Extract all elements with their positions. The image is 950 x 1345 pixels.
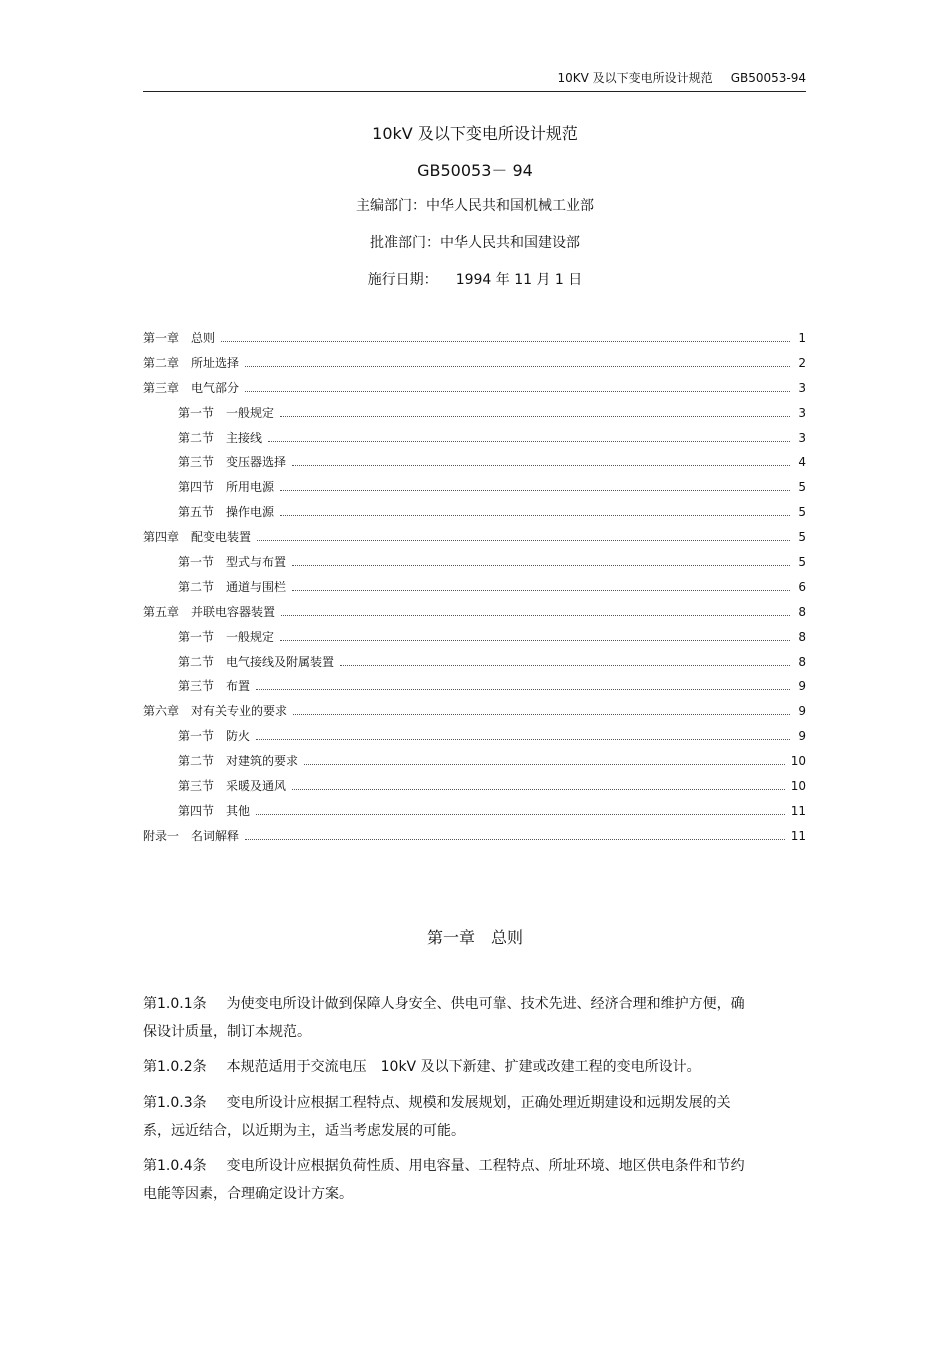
toc-leader-dots xyxy=(221,341,790,342)
toc-section-entry xyxy=(143,454,806,479)
toc-section-entry xyxy=(143,629,806,654)
toc-chapter-entry xyxy=(143,330,806,355)
toc-leader-dots xyxy=(245,366,790,367)
toc-entry-number: 第二节 xyxy=(178,654,215,669)
toc-entry-number: 第一章 xyxy=(143,331,180,345)
toc-page-number: 8 xyxy=(798,604,806,619)
toc-entry-number: 第四节 xyxy=(178,480,215,495)
toc-section-entry xyxy=(143,554,806,579)
toc-page-number: 5 xyxy=(798,530,806,545)
toc-page-number: 10 xyxy=(790,779,806,794)
toc-page-number: 5 xyxy=(798,505,806,520)
toc-chapter-entry xyxy=(143,529,806,554)
toc-entry-title: 并联电容器装置 xyxy=(191,604,276,619)
toc-entry-number: 第一节 xyxy=(178,629,215,644)
toc-chapter-entry xyxy=(143,380,806,405)
toc-leader-dots xyxy=(293,714,790,715)
toc-section-entry xyxy=(143,405,806,430)
toc-section-entry xyxy=(143,778,806,803)
toc-entry-title: 对有关专业的要求 xyxy=(191,704,288,719)
toc-section-entry xyxy=(143,753,806,778)
toc-page-number: 5 xyxy=(798,555,806,570)
toc-entry-number: 第一节 xyxy=(178,729,215,744)
toc-entry-title: 电气部分 xyxy=(191,380,240,395)
toc-page-number: 1 xyxy=(798,331,806,345)
toc-entry-number: 第六章 xyxy=(143,704,180,719)
toc-chapter-entry xyxy=(143,828,806,853)
toc-entry-number: 第五节 xyxy=(178,505,215,520)
toc-entry-title: 对建筑的要求 xyxy=(226,754,299,769)
toc-entry-title: 所用电源 xyxy=(226,480,275,495)
toc-entry-title: 总则 xyxy=(191,331,216,345)
toc-page-number: 11 xyxy=(790,828,806,843)
article-text: 变电所设计应根据负荷性质、用电容量、工程特点、所址环境、地区供电条件和节约电能等因素，合理确定设计方案。 xyxy=(143,1158,745,1202)
toc-section-entry xyxy=(143,654,806,679)
toc-entry-title: 一般规定 xyxy=(226,629,275,644)
document-title: 10kV 及以下变电所设计规范 xyxy=(372,124,578,143)
toc-entry-number: 附录一 xyxy=(143,828,180,843)
toc-leader-dots xyxy=(292,465,790,466)
toc-leader-dots xyxy=(268,441,790,442)
toc-entry-number: 第四节 xyxy=(178,803,215,818)
toc-leader-dots xyxy=(340,665,790,666)
toc-entry-title: 通道与围栏 xyxy=(226,579,287,594)
toc-page-number: 8 xyxy=(798,654,806,669)
toc-entry-number: 第二节 xyxy=(178,430,215,445)
article-1-0-4 xyxy=(143,1152,753,1208)
toc-entry-number: 第三节 xyxy=(178,679,215,694)
toc-entry-number: 第二节 xyxy=(178,579,215,594)
toc-page-number: 10 xyxy=(790,754,806,769)
toc-page-number: 3 xyxy=(798,380,806,395)
toc-entry-number: 第三章 xyxy=(143,380,180,395)
effective-date-label: 施行日期： xyxy=(367,272,438,288)
toc-entry-title: 其他 xyxy=(226,803,251,818)
toc-entry-title: 配变电装置 xyxy=(191,530,252,545)
article-text: 变电所设计应根据工程特点、规模和发展规划，正确处理近期建设和远期发展的关系，远近结合，以近期为主，适当考虑发展的可能。 xyxy=(143,1095,731,1139)
article-number: 第1.0.3条 xyxy=(143,1095,207,1111)
toc-leader-dots xyxy=(245,839,785,840)
toc-chapter-entry xyxy=(143,604,806,629)
effective-date-line xyxy=(0,269,950,289)
toc-leader-dots xyxy=(256,814,785,815)
toc-section-entry xyxy=(143,579,806,604)
editor-department: 主编部门：中华人民共和国机械工业部 xyxy=(356,198,594,214)
toc-entry-number: 第二节 xyxy=(178,754,215,769)
chapter-heading: 第一章 总则 xyxy=(426,928,523,947)
article-number: 第1.0.1条 xyxy=(143,996,207,1012)
toc-entry-number: 第二章 xyxy=(143,355,180,370)
header-title: 10KV 及以下变电所设计规范 xyxy=(557,71,713,85)
toc-entry-title: 所址选择 xyxy=(191,355,240,370)
table-of-contents xyxy=(143,330,806,853)
toc-leader-dots xyxy=(280,490,790,491)
toc-page-number: 9 xyxy=(798,704,806,719)
toc-leader-dots xyxy=(280,416,790,417)
toc-page-number: 6 xyxy=(798,579,806,594)
toc-leader-dots xyxy=(292,590,790,591)
header-rule xyxy=(143,91,806,92)
toc-section-entry xyxy=(143,430,806,455)
toc-entry-title: 布置 xyxy=(226,679,251,694)
article-text: 为使变电所设计做到保障人身安全、供电可靠、技术先进、经济合理和维护方便，确保设计质量，制订本规范。 xyxy=(143,996,745,1040)
toc-entry-number: 第一节 xyxy=(178,555,215,570)
toc-entry-number: 第三节 xyxy=(178,779,215,794)
toc-entry-title: 操作电源 xyxy=(226,505,275,520)
toc-leader-dots xyxy=(292,789,785,790)
toc-leader-dots xyxy=(256,739,790,740)
toc-leader-dots xyxy=(281,615,790,616)
toc-section-entry xyxy=(143,479,806,504)
toc-page-number: 5 xyxy=(798,480,806,495)
approver-department: 批准部门：中华人民共和国建设部 xyxy=(370,235,580,251)
toc-entry-title: 一般规定 xyxy=(226,405,275,420)
effective-date: 1994 年 11 月 1 日 xyxy=(455,272,583,288)
toc-chapter-entry xyxy=(143,355,806,380)
toc-page-number: 4 xyxy=(798,455,806,470)
article-number: 第1.0.2条 xyxy=(143,1059,207,1075)
toc-section-entry xyxy=(143,728,806,753)
toc-section-entry xyxy=(143,504,806,529)
toc-leader-dots xyxy=(304,764,785,765)
toc-section-entry xyxy=(143,678,806,703)
toc-leader-dots xyxy=(280,515,790,516)
toc-entry-title: 采暖及通风 xyxy=(226,779,287,794)
document-code: GB50053－ 94 xyxy=(417,161,533,180)
toc-entry-title: 变压器选择 xyxy=(226,455,287,470)
toc-section-entry xyxy=(143,803,806,828)
toc-leader-dots xyxy=(280,640,790,641)
toc-page-number: 2 xyxy=(798,355,806,370)
toc-entry-number: 第一节 xyxy=(178,405,215,420)
toc-entry-title: 电气接线及附属装置 xyxy=(226,654,335,669)
toc-chapter-entry xyxy=(143,703,806,728)
toc-page-number: 9 xyxy=(798,729,806,744)
header-code: GB50053-94 xyxy=(730,71,806,85)
toc-entry-title: 主接线 xyxy=(226,430,263,445)
toc-page-number: 3 xyxy=(798,430,806,445)
article-number: 第1.0.4条 xyxy=(143,1158,207,1174)
article-1-0-2 xyxy=(143,1053,753,1081)
article-text: 本规范适用于交流电压 10kV 及以下新建、扩建或改建工程的变电所设计。 xyxy=(226,1059,701,1075)
toc-entry-title: 名词解释 xyxy=(191,828,240,843)
toc-page-number: 3 xyxy=(798,405,806,420)
toc-leader-dots xyxy=(256,689,790,690)
toc-entry-number: 第四章 xyxy=(143,530,180,545)
toc-entry-number: 第五章 xyxy=(143,604,180,619)
toc-leader-dots xyxy=(257,540,790,541)
toc-entry-title: 型式与布置 xyxy=(226,555,287,570)
toc-leader-dots xyxy=(245,391,790,392)
toc-page-number: 11 xyxy=(790,803,806,818)
article-1-0-1 xyxy=(143,990,753,1046)
toc-leader-dots xyxy=(292,565,790,566)
toc-entry-number: 第三节 xyxy=(178,455,215,470)
toc-entry-title: 防火 xyxy=(226,729,251,744)
article-1-0-3 xyxy=(143,1089,753,1145)
running-header xyxy=(143,70,806,86)
toc-page-number: 9 xyxy=(798,679,806,694)
toc-page-number: 8 xyxy=(798,629,806,644)
